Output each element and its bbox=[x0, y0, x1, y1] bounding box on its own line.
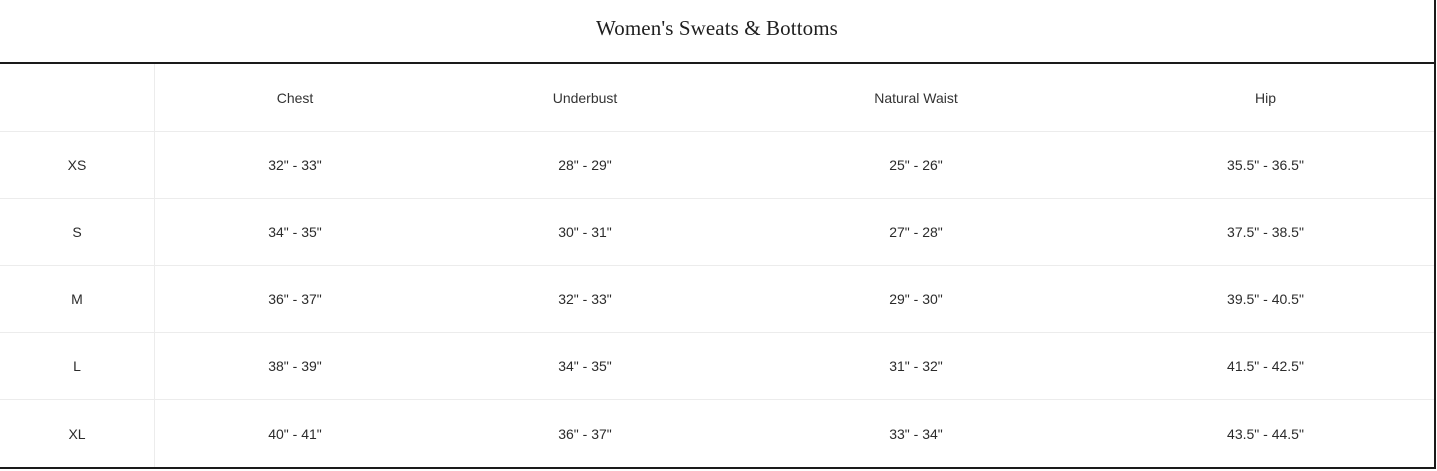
table-row bbox=[0, 199, 1434, 266]
header-underbust: Underbust bbox=[552, 89, 618, 106]
natural-waist-value: 29" - 30" bbox=[889, 291, 943, 307]
natural-waist-value: 33" - 34" bbox=[889, 425, 943, 442]
underbust-value: 30" - 31" bbox=[558, 224, 612, 240]
hip-value: 35.5" - 36.5" bbox=[1227, 157, 1304, 173]
header-natural-waist: Natural Waist bbox=[874, 89, 958, 106]
table-row bbox=[0, 266, 1434, 333]
chest-value: 38" - 39" bbox=[268, 358, 322, 374]
table-row bbox=[0, 333, 1434, 400]
underbust-value: 28" - 29" bbox=[558, 157, 612, 173]
header-hip: Hip bbox=[1254, 89, 1276, 106]
chest-value: 32" - 33" bbox=[268, 157, 322, 173]
underbust-value: 32" - 33" bbox=[558, 291, 612, 307]
chest-value: 34" - 35" bbox=[268, 224, 322, 240]
table-row bbox=[0, 400, 1434, 467]
size-chart-title: Women's Sweats & Bottoms bbox=[596, 15, 838, 40]
size-label: XL bbox=[0, 400, 155, 467]
underbust-value: 34" - 35" bbox=[558, 358, 612, 374]
hip-value: 41.5" - 42.5" bbox=[1227, 358, 1304, 374]
chest-value: 40" - 41" bbox=[268, 425, 322, 442]
header-chest: Chest bbox=[276, 89, 314, 106]
natural-waist-value: 31" - 32" bbox=[889, 358, 943, 374]
header-size-cell bbox=[0, 64, 155, 131]
table-header-row bbox=[0, 64, 1434, 132]
table-row bbox=[0, 132, 1434, 199]
size-chart-table bbox=[0, 64, 1434, 467]
chest-value: 36" - 37" bbox=[268, 291, 322, 307]
natural-waist-value: 27" - 28" bbox=[889, 224, 943, 240]
size-label: S bbox=[0, 199, 155, 265]
underbust-value: 36" - 37" bbox=[558, 425, 612, 442]
size-label: XS bbox=[0, 132, 155, 198]
hip-value: 37.5" - 38.5" bbox=[1227, 224, 1304, 240]
hip-value: 43.5" - 44.5" bbox=[1227, 425, 1304, 442]
size-label: M bbox=[0, 266, 155, 332]
size-label: L bbox=[0, 333, 155, 399]
natural-waist-value: 25" - 26" bbox=[889, 157, 943, 173]
size-chart-header bbox=[0, 0, 1434, 64]
hip-value: 39.5" - 40.5" bbox=[1227, 291, 1304, 307]
